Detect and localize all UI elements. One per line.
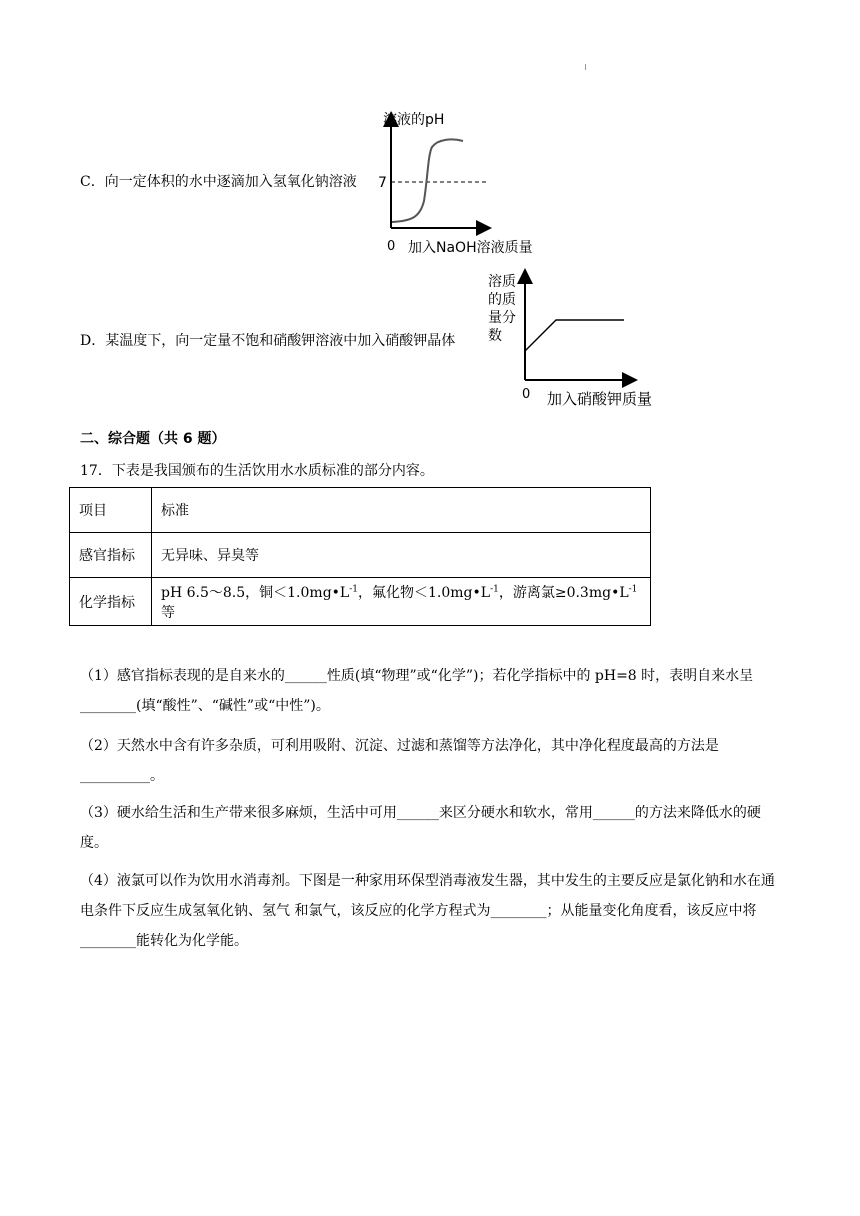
- option-c-origin: 0: [387, 239, 396, 254]
- chem-spec-part: ，氟化物＜1.0mg•L: [358, 584, 491, 601]
- table-cell: [152, 578, 651, 626]
- section-title: 二、综合题（共 6 题）: [80, 431, 226, 447]
- option-d-ylabel-line: 量分: [488, 310, 516, 326]
- water-standard-table: [69, 487, 651, 626]
- option-c-chart: [360, 105, 560, 265]
- option-d-ylabel-line: 溶质: [488, 274, 516, 290]
- option-d-ylabel-line: 数: [488, 328, 502, 344]
- superscript: -1: [628, 583, 638, 594]
- table-row: [70, 488, 651, 533]
- option-d-origin: 0: [522, 387, 531, 402]
- chem-spec-part: ，游离氯≥0.3mg•L: [498, 584, 629, 601]
- option-c-xlabel: 加入NaOH溶液质量: [408, 240, 533, 256]
- q17-part-3: （3）硬水给生活和生产带来很多麻烦，生活中可用______来区分硬水和软水，常用______的方法来降低水的硬度。: [80, 805, 761, 851]
- q17-intro: 17．下表是我国颁布的生活饮用水水质标准的部分内容。: [80, 463, 434, 479]
- option-d-ylabel-line: 的质: [488, 292, 516, 308]
- page-mark: [585, 64, 586, 70]
- superscript: -1: [349, 583, 358, 594]
- table-row: [70, 533, 651, 578]
- chem-spec-part: 等: [161, 604, 175, 621]
- table-cell: 无异味、异臭等: [152, 533, 651, 578]
- table-cell: 化学指标: [70, 578, 152, 626]
- q17-part-2: （2）天然水中含有许多杂质，可利用吸附、沉淀、过滤和蒸馏等方法净化，其中净化程度最高的方法是__________。: [80, 738, 719, 784]
- superscript: -1: [490, 583, 499, 594]
- chem-spec-part: pH 6.5～8.5，铜＜1.0mg•L: [161, 584, 350, 601]
- table-cell: 项目: [70, 488, 152, 533]
- option-c-curve: [392, 139, 463, 222]
- table-cell: 感官指标: [70, 533, 152, 578]
- table-cell: 标准: [152, 488, 651, 533]
- option-c-text: C．向一定体积的水中逐滴加入氢氧化钠溶液: [80, 174, 357, 190]
- option-c-ylabel: 溶液的pH: [383, 112, 445, 128]
- q17-part-4: （4）液氯可以作为饮用水消毒剂。下图是一种家用环保型消毒液发生器，其中发生的主要反应是氯化钠和水在通电条件下反应生成氢氧化钠、氢气 和氯气，该反应的化学方程式为________；从能量变化角度看，该反应中将________能转化为化学能。: [80, 873, 775, 949]
- option-d-text: D．某温度下，向一定量不饱和硝酸钾溶液中加入硝酸钾晶体: [80, 333, 456, 349]
- option-d-curve: [525, 320, 624, 351]
- option-c-ref-label: 7: [378, 175, 387, 191]
- table-row: [70, 578, 651, 626]
- option-d-xlabel: 加入硝酸钾质量: [547, 390, 653, 408]
- q17-part-1: （1）感官指标表现的是自来水的______性质(填“物理”或“化学”)；若化学指标中的 pH=8 时，表明自来水呈________(填“酸性”、“碱性”或“中性”)。: [80, 668, 754, 714]
- option-d-chart: [484, 268, 684, 413]
